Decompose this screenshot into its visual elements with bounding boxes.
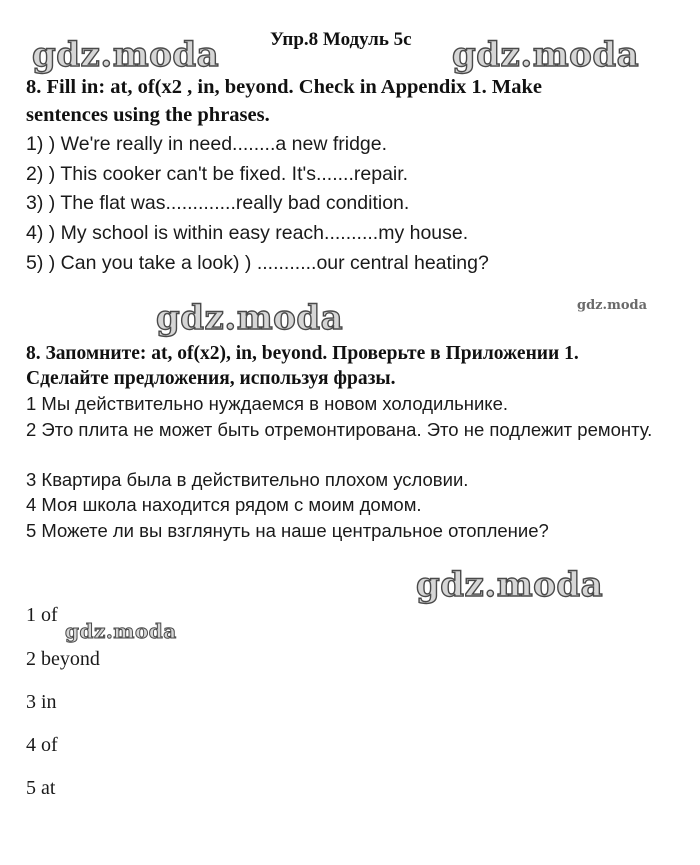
task-instruction-en-line2: sentences using the phrases. [26,104,270,126]
answer-item: 2 beyond [26,648,100,670]
exercise-item: 3) ) The flat was.............really bad condition. [26,192,410,214]
page-title: Упр.8 Модуль 5c [270,29,412,50]
task-instruction-en-line1: 8. Fill in: at, of(x2 , in, beyond. Check in Appendix 1. Make [26,76,542,98]
translation-item: 5 Можете ли вы взглянуть на наше центральное отопление? [26,520,549,541]
exercise-item: 5) ) Can you take a look) ) ...........our central heating? [26,252,489,274]
translation-item: 1 Мы действительно нуждаемся в новом холодильнике. [26,393,509,414]
answer-item: 4 of [26,734,58,756]
translation-item: 4 Моя школа находится рядом с моим домом. [26,494,422,515]
watermark: gdz.moda [416,565,604,605]
watermark: gdz.moda [452,35,640,75]
watermark-small: gdz.moda [577,298,648,313]
translation-item: 3 Квартира была в действительно плохом условии. [26,469,469,490]
exercise-item: 1) ) We're really in need........a new fridge. [26,133,388,155]
answer-item: 1 of [26,604,58,626]
task-instruction-ru-line2: Сделайте предложения, используя фразы. [26,368,396,389]
watermark: gdz.moda [65,619,177,643]
exercise-item: 2) ) This cooker can't be fixed. It's.......repair. [26,163,409,185]
exercise-item: 4) ) My school is within easy reach..........my house. [26,222,469,244]
task-instruction-ru-line1: 8. Запомните: at, of(x2), in, beyond. Проверьте в Приложении 1. [26,343,579,364]
watermark: gdz.moda [32,35,220,75]
translation-item: 2 Это плита не может быть отремонтирована. Это не подлежит ремонту. [26,419,653,440]
answer-item: 5 at [26,777,56,799]
answer-item: 3 in [26,691,57,713]
watermark: gdz.moda [156,298,344,338]
